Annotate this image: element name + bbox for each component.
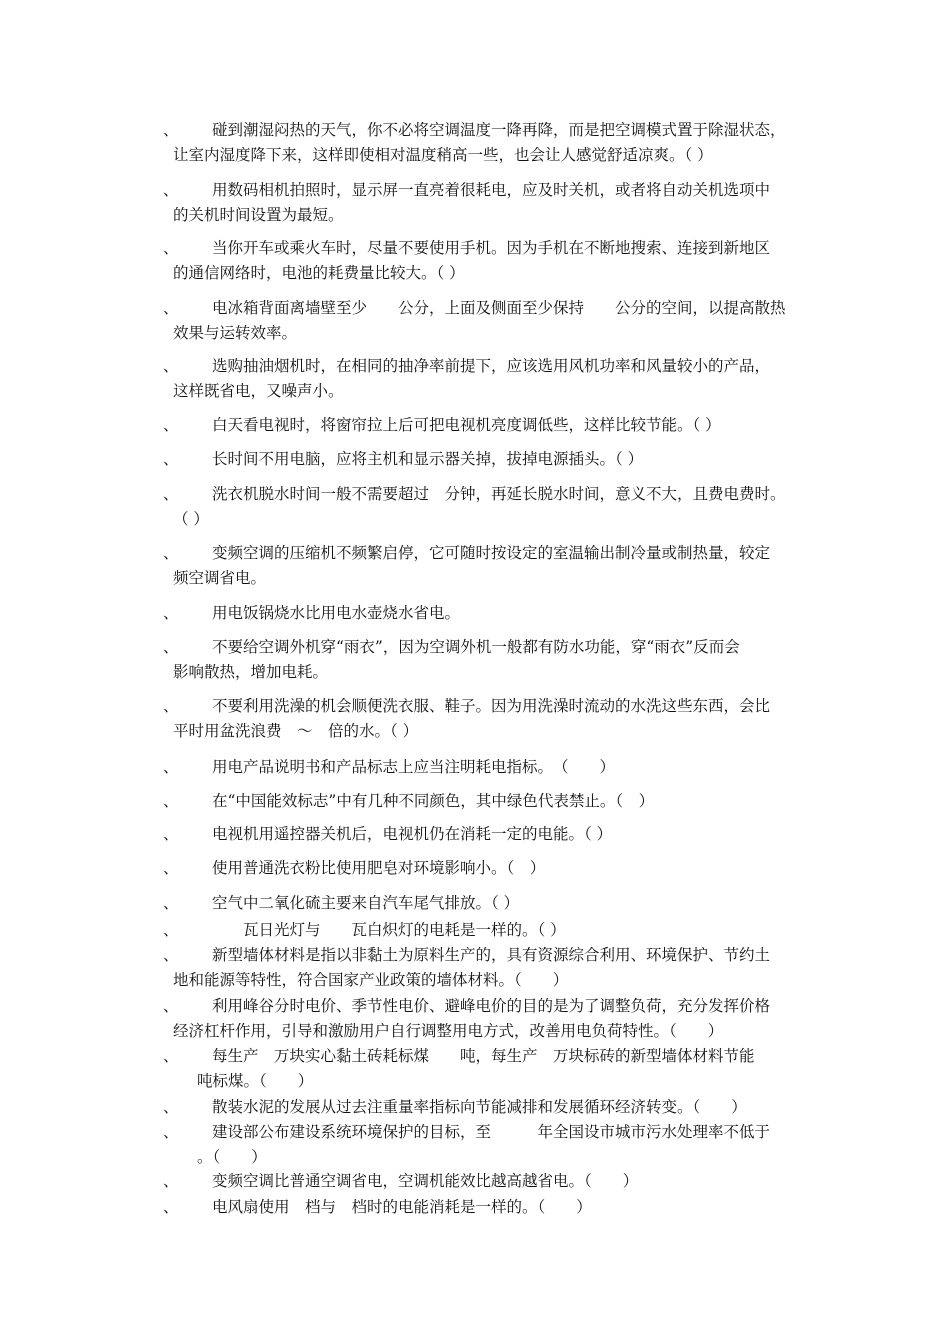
question-item [163,178,813,228]
item-marker: 、 [163,1047,179,1065]
question-item [163,1044,813,1094]
question-item [163,1095,813,1120]
question-text: 每生产 万块实心黏土砖耗标煤 吨，每生产 万块标砖的新型墙体材料节能 [212,1047,755,1065]
question-text-continued: 这样既省电，又噪声小。 [173,382,344,400]
question-text: 电视机用遥控器关机后，电视机仍在消耗一定的电能。（ ） [212,825,613,843]
question-text: 选购抽油烟机时，在相同的抽净率前提下，应该选用风机功率和风量较小的产品， [212,357,771,375]
item-marker: 、 [163,946,179,964]
question-text: 变频空调的压缩机不频繁启停，它可随时按设定的室温输出制冷量或制热量，较定 [212,544,771,562]
question-text: 当你开车或乘火车时，尽量不要使用手机。因为手机在不断地搜索、连接到新地区 [212,239,771,257]
item-marker: 、 [163,997,179,1015]
question-text: 白天看电视时，将窗帘拉上后可把电视机亮度调低些，这样比较节能。（ ） [212,416,721,434]
question-text: 不要给空调外机穿“雨衣”，因为空调外机一般都有防水功能，穿“雨衣”反而会 [212,638,740,656]
question-item [163,601,813,626]
item-marker: 、 [163,1198,179,1216]
item-marker: 、 [163,825,179,843]
question-text-continued: 效果与运转效率。 [173,324,298,342]
question-text: 利用峰谷分时电价、季节性电价、避峰电价的目的是为了调整负荷，充分发挥价格 [212,997,771,1015]
question-text: 新型墙体材料是指以非黏土为原料生产的，具有资源综合利用、环境保护、节约土 [212,946,771,964]
question-item [163,118,813,168]
item-marker: 、 [163,544,179,562]
question-item [163,822,813,847]
question-text-continued: 影响散热，增加电耗。 [173,663,329,681]
item-marker: 、 [163,485,179,503]
question-text-continued: 让室内湿度降下来，这样即使相对温度稍高一些，也会让人感觉舒适凉爽。（ ） [173,146,713,164]
item-marker: 、 [163,1123,179,1141]
question-text: 用数码相机拍照时，显示屏一直亮着很耗电，应及时关机，或者将自动关机选项中 [212,181,771,199]
question-item [163,354,813,404]
question-text: 用电产品说明书和产品标志上应当注明耗电指标。 （ ） [212,758,616,776]
item-marker: 、 [163,121,179,139]
question-item [163,694,813,744]
question-text: 空气中二氧化硫主要来自汽车尾气排放。（ ） [212,894,520,912]
question-item [163,482,813,532]
question-text: 使用普通洗衣粉比使用肥皂对环境影响小。（ ） [212,859,546,877]
question-item [163,994,813,1044]
question-item [163,789,813,814]
question-text-continued: 地和能源等特性，符合国家产业政策的墙体材料。（ ） [173,971,569,989]
item-marker: 、 [163,859,179,877]
question-text: 用电饭锅烧水比用电水壶烧水省电。 [212,604,461,622]
question-text: 电风扇使用 档与 档时的电能消耗是一样的。（ ） [212,1198,592,1216]
item-marker: 、 [163,758,179,776]
question-text: 长时间不用电脑，应将主机和显示器关掉，拔掉电源插头。（ ） [212,450,644,468]
question-item [163,413,813,438]
question-text: 洗衣机脱水时间一般不需要超过 分钟，再延长脱水时间，意义不大，且费电费时。 [212,485,786,503]
question-item [163,541,813,591]
question-text-continued: 频空调省电。 [173,569,267,587]
question-text-continued: 吨标煤。（ ） [197,1072,314,1090]
item-marker: 、 [163,416,179,434]
item-marker: 、 [163,1172,179,1190]
question-text: 散装水泥的发展从过去注重量率指标向节能减排和发展循环经济转变。（ ） [212,1098,747,1116]
item-marker: 、 [163,921,179,939]
question-item [163,943,813,993]
question-text: 碰到潮湿闷热的天气，你不必将空调温度一降再降，而是把空调模式置于除湿状态， [212,121,786,139]
question-item [163,1169,813,1194]
question-item [163,891,813,916]
question-text: 不要利用洗澡的机会顺便洗衣服、鞋子。因为用洗澡时流动的水洗这些东西，会比 [212,697,771,715]
item-marker: 、 [163,357,179,375]
question-item [163,918,813,943]
item-marker: 、 [163,792,179,810]
question-text-continued: 经济杠杆作用，引导和激励用户自行调整用电方式，改善用电负荷特性。（ ） [173,1022,724,1040]
question-text: 瓦日光灯与 瓦白炽灯的电耗是一样的。（ ） [212,921,566,939]
item-marker: 、 [163,239,179,257]
question-text-continued: 的通信网络时，电池的耗费量比较大。（ ） [173,264,465,282]
question-item [163,1120,813,1170]
item-marker: 、 [163,638,179,656]
item-marker: 、 [163,181,179,199]
question-text-continued: （ ） [173,510,209,528]
question-item [163,755,813,780]
item-marker: 、 [163,604,179,622]
item-marker: 、 [163,697,179,715]
item-marker: 、 [163,894,179,912]
question-text: 在“中国能效标志”中有几种不同颜色，其中绿色代表禁止。（ ） [212,792,655,810]
question-item [163,635,813,685]
question-item [163,236,813,286]
question-item [163,296,813,346]
question-text-continued: 的关机时间设置为最短。 [173,206,344,224]
question-item [163,1195,813,1220]
question-text-continued: 平时用盆洗浪费 ～ 倍的水。（ ） [173,722,419,740]
question-item [163,447,813,472]
item-marker: 、 [163,1098,179,1116]
question-item [163,856,813,881]
question-text: 电冰箱背面离墙壁至少 公分，上面及侧面至少保持 公分的空间，以提高散热 [212,299,786,317]
question-text: 建设部公布建设系统环境保护的目标，至 年全国设市城市污水处理率不低于 [212,1123,771,1141]
question-text-continued: 。（ ） [197,1148,267,1166]
item-marker: 、 [163,450,179,468]
item-marker: 、 [163,299,179,317]
question-text: 变频空调比普通空调省电，空调机能效比越高越省电。（ ） [212,1172,639,1190]
